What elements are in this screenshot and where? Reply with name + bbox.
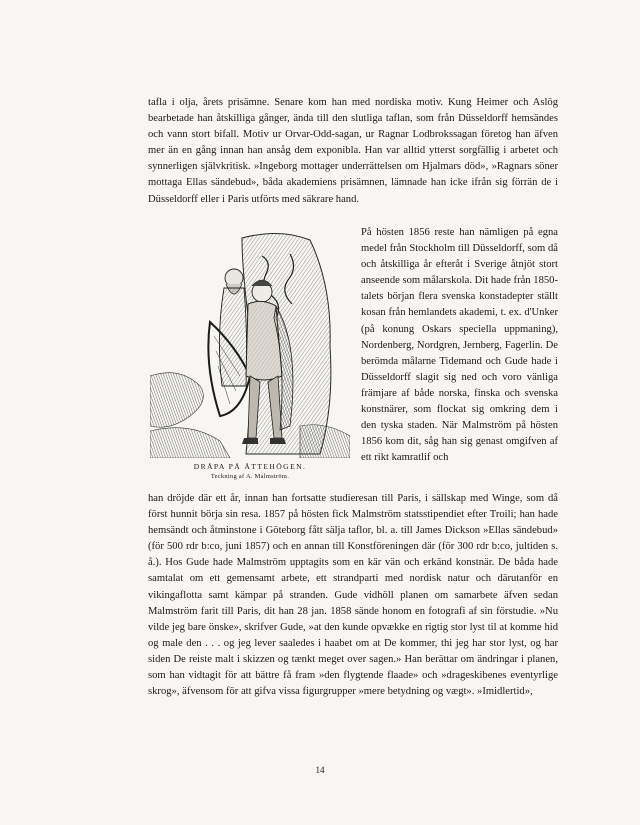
paragraph-top: tafla i olja, årets prisämne. Senare kom han med nordiska motiv. Kung Heimer och Aslög bearbetade han åtskilliga gånger, ända till den slutliga taflan, som från Düsseldorff hemsändes och vann stort bifall. Motiv ur Orvar-Odd-sagan, ur Ragnar Lodbrokssagan företog han äfven mer än en gång innan han ansåg dem exponibla. Han var alltid ytterst sorgfällig i arbetet och synnerligen självkritisk. »Ingeborg mottager underrättelsen om Hjalmars död», »Ragnars söner mottaga Ellas sändebud», båda akademiens prisämnen, lämnade han icke ifrån sig förrän de i Düsseldorff eller i Paris utförts med säkrare hand. <box>148 97 558 205</box>
engraving-drapa-pa-attehogen <box>150 226 350 458</box>
paragraph-bottom: han dröjde där ett år, innan han fortsatte studieresan till Paris, i sällskap med Winge, som då först hunnit börja sin resa. 1857 på hösten fick Malmström statsstipendiet efter Troili; han hade hemsändt och åtminstone i Göteborg fått sälja taflor, bl. a. till James Dickson »Ellas sändebud» (för 500 rdr b:co, juni 1857) och en annan till Konstföreningen där (för 300 rdr b:co, jultiden s. å.). Hos Gude hade Malmström upptagits som en kär vän och erkänd konstnär. De båda hade samtalat om ett gemensamt arbete, ett strandparti med nordisk natur och därutanför en vikingaflotta samt kämpar på stranden. Gude vidhöll planen om samarbete äfven sedan Malmström farit till Paris, dit han 28 jan. 1858 sände honom en fotografi af sin förstudie. »Nu vilde jeg bare önske», skrifver Gude, »at den kunde opvække en rigtig stor lyst til at komme hid og male den . . . og jeg lever saaledes i haabet om at De kommer, thi jeg har stor lyst, og har siden De reiste malt i skizzen og tænkt meget over sagen.» Han berättar om ändringar i planen, som han vidtagit för att bättre få fram »den flygtende flaade» och »drageskibenes eventyrlige skrog», äfvensom för att gifva vissa figurgrupper »mere betydning og vægt». »Imidlertid», <box>148 493 558 698</box>
paragraph-side: På hösten 1856 reste han nämligen på egna medel från Stockholm till Düsseldorff, som då och åtskilliga år efteråt i Sverige åtnjöt stort anseende som målarskola. Dit hade från 1850-talets början flera svenska konstadepter ställt kosan från hemlandets akademi, t. ex. d'Unker (på konung Oskars speciella uppmaning), Nordenberg, Nordgren, Jernberg, Fagerlin. De berömda målarne Tidemand och Gude hade i Düsseldorff slagit sig ned och voro vänliga främjare af både norska, finska och svenska konstnärer, som flockat sig omkring dem i den tyska staden. När Malmström på hösten 1856 kom dit, såg han sig genast omgifven af ett rikt kamratlif och <box>361 227 558 464</box>
figure-caption-credit: Teckning af A. Malmström. <box>210 473 290 480</box>
figure-caption-title: DRÅPA PÅ ÄTTEHÖGEN. <box>193 462 307 471</box>
illustration <box>150 226 350 492</box>
page-number: 14 <box>315 765 325 775</box>
